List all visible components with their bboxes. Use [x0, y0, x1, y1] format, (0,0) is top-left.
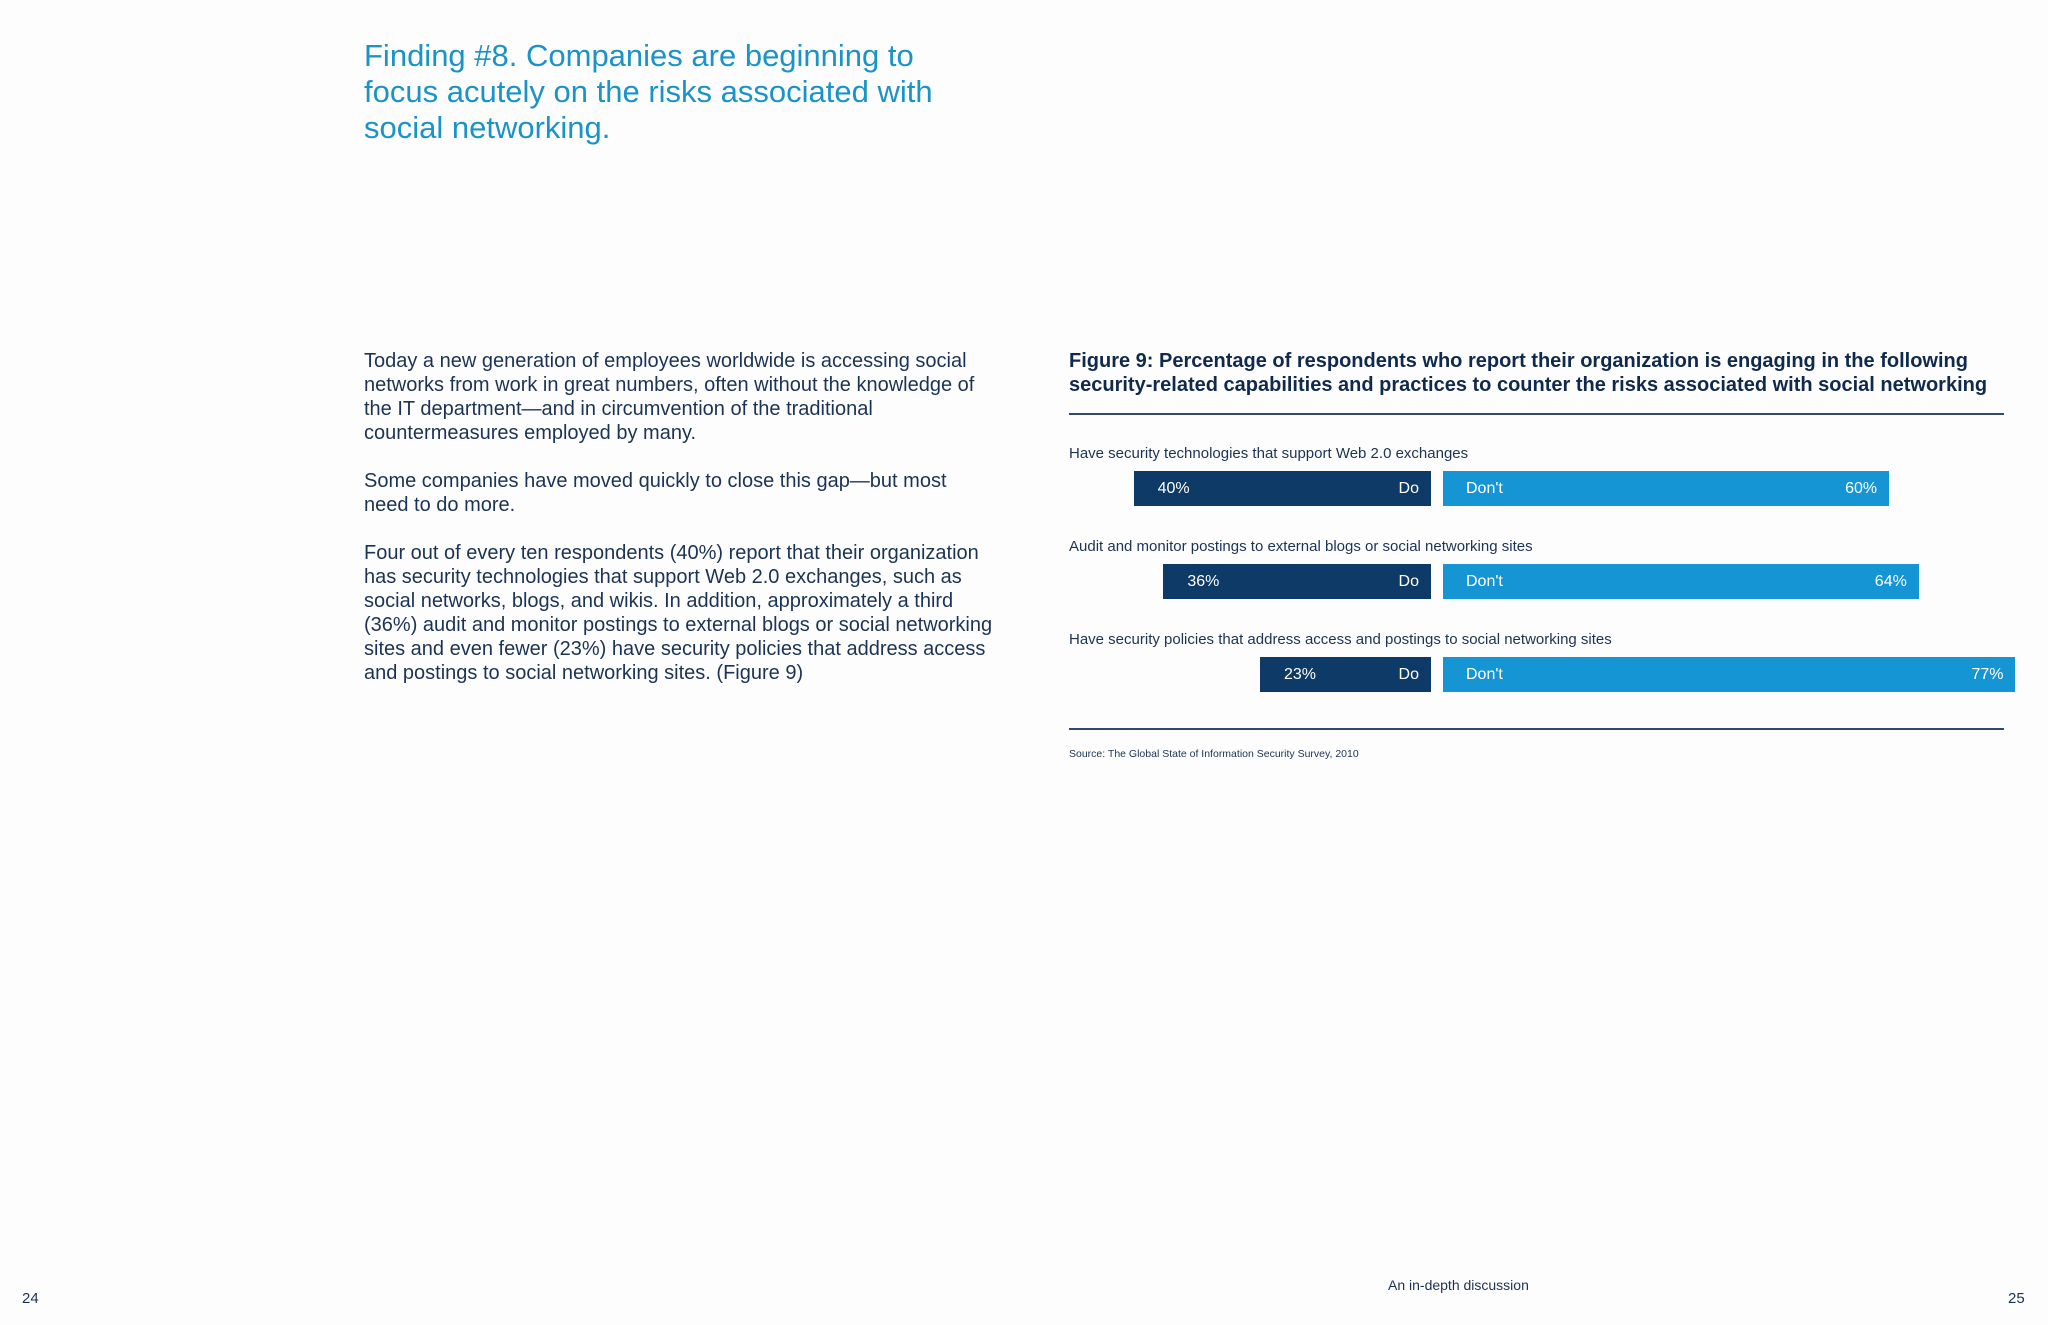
finding-heading: Finding #8. Companies are beginning to focus acutely on the risks associated with social networking. [364, 38, 933, 145]
bar-do [1134, 471, 1431, 506]
bar-value-label: 60% [1845, 479, 1878, 497]
series-label-do: Do [1398, 572, 1419, 590]
category-label: Have security policies that address access and postings to social networking sites [1069, 631, 1612, 648]
series-label-dont: Don't [1466, 572, 1503, 590]
bar-dont [1443, 564, 1919, 599]
bar-dont [1443, 471, 1889, 506]
bar-value-label: 40% [1157, 479, 1190, 497]
page-number-right: 25 [2008, 1290, 2025, 1307]
page-number-left: 24 [22, 1290, 39, 1307]
bar-value-label: 36% [1187, 572, 1220, 590]
figure-source: Source: The Global State of Information Security Survey, 2010 [1069, 748, 1359, 760]
bar-value-label: 23% [1283, 665, 1317, 683]
category-label: Audit and monitor postings to external blogs or social networking sites [1069, 538, 1533, 555]
paragraph: Some companies have moved quickly to close this gap—but most need to do more. [364, 470, 947, 516]
figure-top-rule [1069, 413, 2004, 415]
bar-dont [1443, 657, 2015, 692]
paragraph: Four out of every ten respondents (40%) report that their organization has security technologies that support Web 2.0 exchanges, such as social networks, blogs, and wikis. In addition, approximately a third (36%) audit and monitor postings to external blogs or social networking sites and even fewer (23%) have security policies that address access and postings to social networking sites. (Figure 9) [364, 542, 993, 684]
series-label-dont: Don't [1466, 479, 1503, 497]
category-label: Have security technologies that support Web 2.0 exchanges [1069, 445, 1469, 462]
figure-bottom-rule [1069, 728, 2004, 730]
bar-value-label: 77% [1971, 665, 2004, 683]
bar-do [1163, 564, 1431, 599]
figure-title: Figure 9: Percentage of respondents who report their organization is engaging in the following security-related capabilities and practices to counter the risks associated with social networking [1069, 350, 1988, 396]
series-label-dont: Don't [1466, 665, 1503, 683]
bar-value-label: 64% [1874, 572, 1907, 590]
body-text [364, 349, 996, 709]
section-title: An in-depth discussion [1388, 1277, 1529, 1293]
series-label-do: Do [1398, 479, 1419, 497]
paragraph: Today a new generation of employees worldwide is accessing social networks from work in great numbers, often without the knowledge of the IT department—and in circumvention of the traditional countermeasures employed by many. [364, 350, 975, 444]
series-label-do: Do [1398, 665, 1419, 683]
bar-do [1260, 657, 1431, 692]
